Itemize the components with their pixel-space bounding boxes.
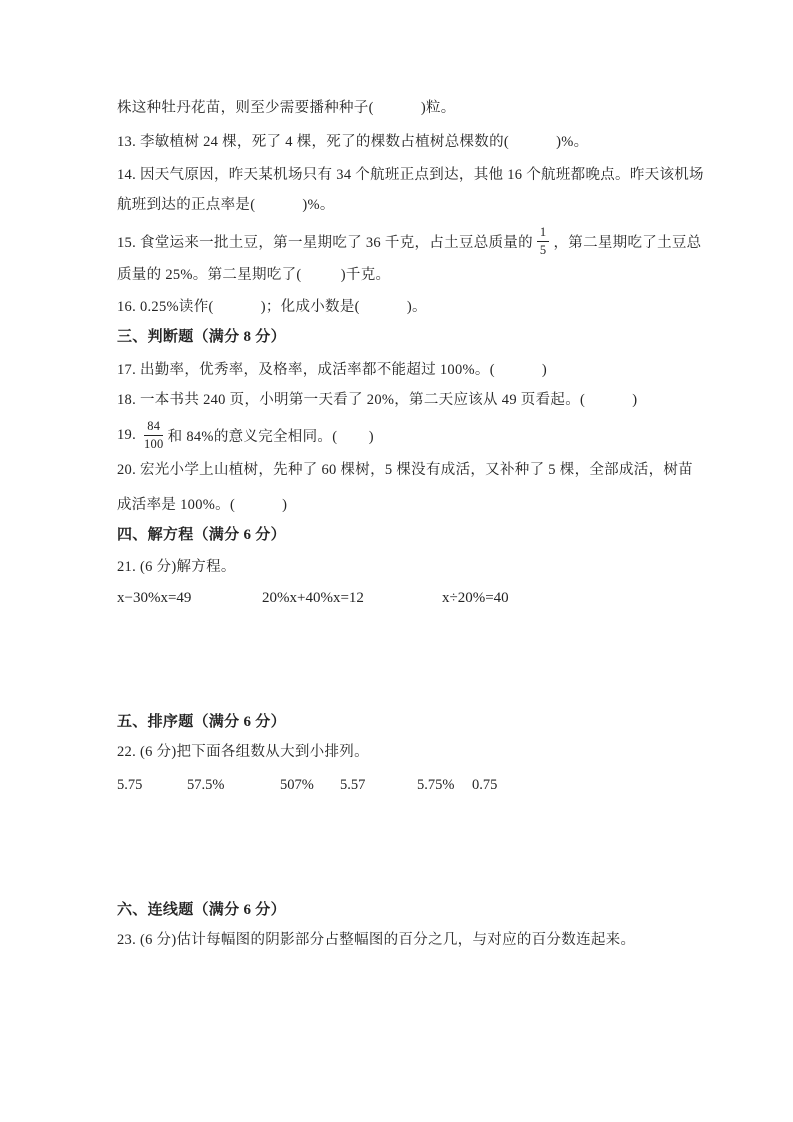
question-19	[117, 413, 374, 457]
question-12-continuation: 株这种牡丹花苗，则至少需要播种种子( )粒。	[117, 100, 456, 116]
question-19-text: 和 84%的意义完全相同。( )	[167, 428, 374, 445]
question-15-text-pre: 15. 食堂运来一批土豆，第一星期吃了 36 千克，占土豆总质量的	[117, 234, 533, 251]
question-18: 18. 一本书共 240 页，小明第一天看了 20%，第二天应该从 49 页看起。( )	[117, 392, 638, 408]
question-22: 22. (6 分)把下面各组数从大到小排列。	[117, 744, 369, 760]
fraction-denominator: 5	[539, 242, 547, 257]
question-23: 23. (6 分)估计每幅图的阴影部分占整幅图的百分之几，与对应的百分数连起来。	[117, 932, 636, 948]
fraction-numerator: 84	[144, 419, 163, 435]
sort-number-1: 5.75	[117, 777, 143, 793]
sort-number-2: 57.5%	[187, 777, 225, 793]
question-15-text-post: ，第二星期吃了土豆总	[553, 234, 702, 251]
fraction-denominator: 100	[143, 436, 164, 451]
equation-3: x÷20%=40	[442, 590, 509, 606]
section-heading-matching: 六、连线题（满分 6 分）	[117, 902, 286, 918]
question-15-line2: 质量的 25%。第二星期吃了( )千克。	[117, 267, 391, 283]
question-15-line1	[117, 219, 701, 263]
section-heading-equations: 四、解方程（满分 6 分）	[117, 527, 286, 543]
sort-number-3: 507%	[280, 777, 314, 793]
question-16: 16. 0.25%读作( )；化成小数是( )。	[117, 299, 427, 315]
section-heading-judge: 三、判断题（满分 8 分）	[117, 329, 286, 345]
fraction-numerator: 1	[537, 225, 550, 241]
question-13: 13. 李敏植树 24 棵，死了 4 棵，死了的棵数占植树总棵数的( )%。	[117, 134, 589, 150]
question-17: 17. 出勤率，优秀率，及格率，成活率都不能超过 100%。( )	[117, 362, 548, 378]
question-14-line1: 14. 因天气原因，昨天某机场只有 34 个航班正点到达，其他 16 个航班都晚点。昨天该机场	[117, 167, 704, 183]
sort-number-6: 0.75	[472, 777, 498, 793]
equation-2: 20%x+40%x=12	[262, 590, 364, 606]
question-19-number: 19.	[117, 426, 140, 443]
question-14-line2: 航班到达的正点率是( )%。	[117, 197, 335, 213]
sort-number-4: 5.57	[340, 777, 366, 793]
sort-number-5: 5.75%	[417, 777, 455, 793]
question-20-line1: 20. 宏光小学上山植树，先种了 60 棵树，5 棵没有成活，又补种了 5 棵，全部成活，树苗	[117, 462, 693, 478]
fraction-84-100	[144, 419, 164, 451]
question-21: 21. (6 分)解方程。	[117, 559, 236, 575]
section-heading-sorting: 五、排序题（满分 6 分）	[117, 714, 286, 730]
question-20-line2: 成活率是 100%。( )	[117, 497, 288, 513]
fraction-one-fifth	[537, 225, 550, 257]
equation-1: x−30%x=49	[117, 590, 192, 606]
